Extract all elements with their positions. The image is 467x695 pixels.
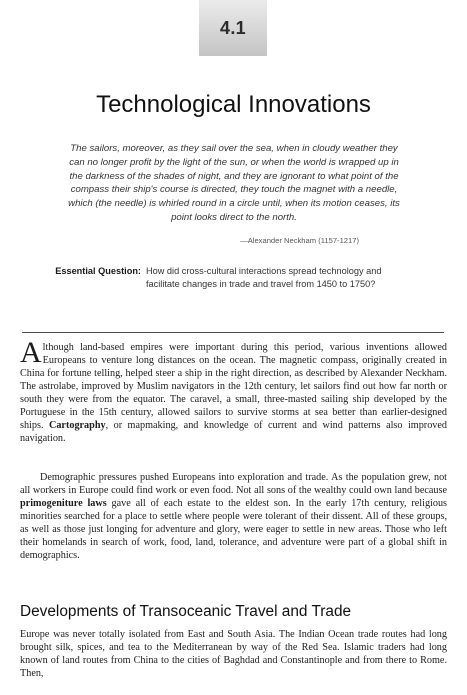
page-title: Technological Innovations <box>96 91 371 118</box>
epigraph-attribution: —Alexander Neckham (1157-1217) <box>240 236 359 245</box>
section-number: 4.1 <box>220 17 246 38</box>
body-paragraph-2 <box>20 471 447 562</box>
essential-question-label: Essential Question: <box>55 266 141 276</box>
body-paragraph-1 <box>20 336 447 445</box>
section-subheading: Developments of Transoceanic Travel and Trade <box>20 603 352 620</box>
body-paragraph-3: Europe was never totally isolated from East and South Asia. The Indian Ocean trade routes had long brought silk, spices, and tea to the Mediterranean by way of the Red Sea. Islamic traders had long known of land routes from China to the cities of Baghdad and Constantinople and from there to Rome. Then, <box>20 629 447 679</box>
key-term-primogeniture-laws: primogeniture laws <box>20 498 107 509</box>
drop-cap: A <box>20 336 42 369</box>
paragraph-1-text-a: lthough land-based empires were important during this period, various inventions allowed Europeans to venture long distances on the ocean. The magnetic compass, originally created in China for fortune telling, helped steer a ship in the right direction, as described by Alexander Neckham. The astrolabe, improved by Muslim navigators in the 12th century, let sailors find out how far north or south they were from the equator. The caravel, a small, three-masted sailing ship developed by the Portuguese in the 15th century, allowed sailors to survive storms at sea better than earlier-designed ships. <box>20 342 447 431</box>
section-number-tab <box>199 0 267 56</box>
epigraph-quote: The sailors, moreover, as they sail over the sea, when in cloudy weather they can no longer profit by the light of the sun, or when the world is wrapped up in the darkness of the shades of night, and they are ignorant to what point of the compass their ship's course is directed, they touch the magnet with a needle, which (the needle) is whirled round in a circle until, when its motion ceases, its point looks direct to the north. <box>68 143 400 223</box>
essential-question <box>24 265 444 291</box>
key-term-cartography: Cartography <box>48 420 106 431</box>
paragraph-2-text-b: gave all of each estate to the eldest son. In the early 17th century, religious minorities searched for a place to settle where people were tolerant of their dissent. All of these groups, as well as those just longing for adventure and glory, were eager to settle in new areas. Those who left their homelands in search of work, food, land, tolerance, and adventure were part of a global shift in demographics. <box>20 498 448 561</box>
section-divider <box>22 332 444 333</box>
paragraph-1-text-b: , or mapmaking, and knowledge of current and wind patterns also improved navigation. <box>20 420 447 444</box>
essential-question-text: How did cross-cultural interactions spread technology and facilitate changes in trade and travel from 1450 to 1750? <box>146 266 382 289</box>
paragraph-2-text-a: Demographic pressures pushed Europeans into exploration and trade. As the population grew, not all workers in Europe could find work or even food. Not all sons of the wealthy could own land because <box>20 472 447 496</box>
